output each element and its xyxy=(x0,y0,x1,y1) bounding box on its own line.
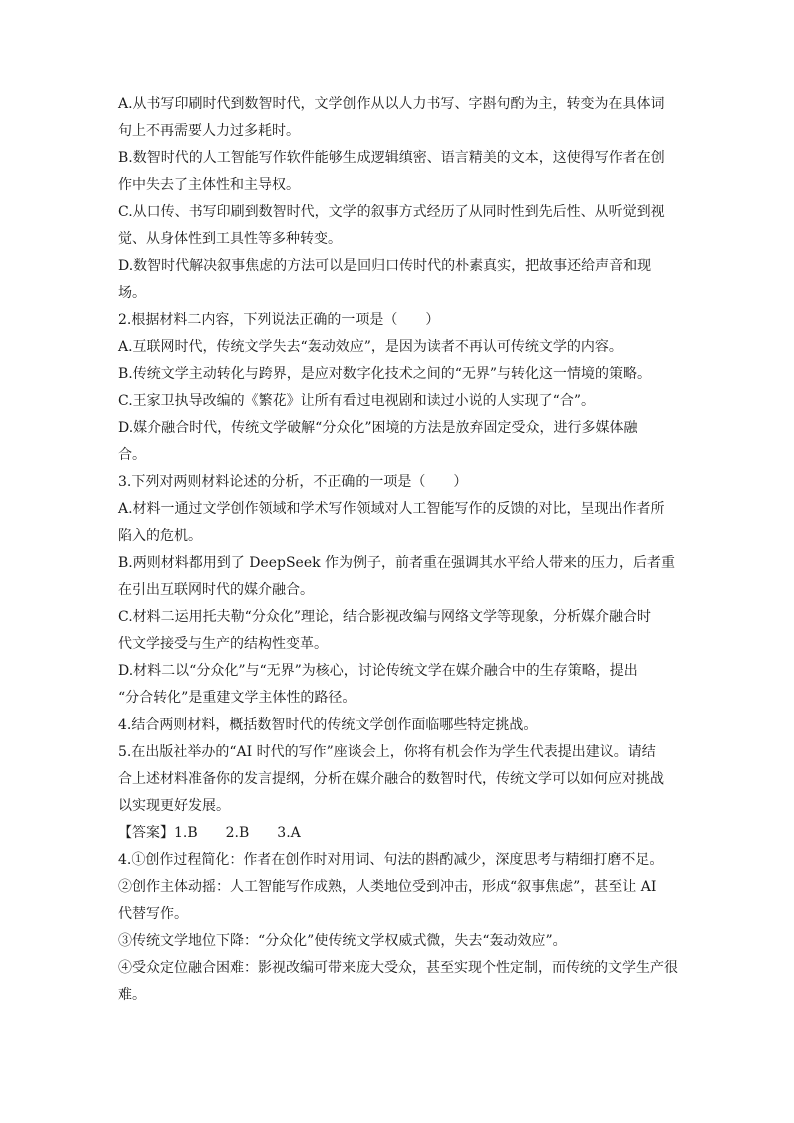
question-2: 2.根据材料二内容，下列说法正确的一项是（ ） xyxy=(118,312,440,328)
question-5-line2: 合上述材料准备你的发言提纲，分析在媒介融合的数智时代，传统文学可以如何应对挑战 xyxy=(118,771,664,787)
answer-4-point2-line2: 代替写作。 xyxy=(118,906,188,922)
answer-4-point4-line2: 难。 xyxy=(118,987,146,1003)
option-a-q1-line2: 句上不再需要人力过多耗时。 xyxy=(118,123,300,139)
answer-4-point4-line1: ④受众定位融合困难：影视改编可带来庞大受众，甚至实现个性定制，而传统的文学生产很 xyxy=(118,960,678,976)
option-c-q3-line2: 代文学接受与生产的结构性变革。 xyxy=(118,636,328,652)
option-c-q2: C.王家卫执导改编的《繁花》让所有看过电视剧和读过小说的人实现了“合”。 xyxy=(118,393,595,409)
answer-4-point3: ③传统文学地位下降：“分众化”使传统文学权威式微，失去“轰动效应”。 xyxy=(118,933,567,949)
question-5-line1: 5.在出版社举办的“AI 时代的写作”座谈会上，你将有机会作为学生代表提出建议。请结 xyxy=(118,744,656,760)
answer-4-point2-line1: ②创作主体动摇：人工智能写作成熟，人类地位受到冲击，形成“叙事焦虑”，甚至让 AI xyxy=(118,879,657,895)
option-d-q2-line1: D.媒介融合时代，传统文学破解“分众化”困境的方法是放弃固定受众，进行多媒体融 xyxy=(118,420,638,436)
option-d-q1-line2: 场。 xyxy=(118,285,146,301)
option-d-q2-line2: 合。 xyxy=(118,447,146,463)
option-d-q1-line1: D.数智时代解决叙事焦虑的方法可以是回归口传时代的朴素真实，把故事还给声音和现 xyxy=(118,258,652,274)
option-b-q2: B.传统文学主动转化与跨界，是应对数字化技术之间的“无界”与转化这一情境的策略。 xyxy=(118,366,652,382)
option-a-q3-line2: 陷入的危机。 xyxy=(118,528,202,544)
answer-4-point1: 4.①创作过程简化：作者在创作时对用词、句法的斟酌减少，深度思考与精细打磨不足。 xyxy=(118,852,664,868)
option-c-q3-line1: C.材料二运用托夫勒“分众化”理论，结合影视改编与网络文学等现象，分析媒介融合时 xyxy=(118,609,651,625)
answer-key: 【答案】1.B 2.B 3.A xyxy=(118,825,301,841)
option-c-q1-line2: 觉、从身体性到工具性等多种转变。 xyxy=(118,231,342,247)
option-a-q3-line1: A.材料一通过文学创作领域和学术写作领域对人工智能写作的反馈的对比，呈现出作者所 xyxy=(118,501,665,517)
option-b-q1-line2: 作中失去了主体性和主导权。 xyxy=(118,177,300,193)
question-3: 3.下列对两则材料论述的分析，不正确的一项是（ ） xyxy=(118,474,468,490)
question-4: 4.结合两则材料，概括数智时代的传统文学创作面临哪些特定挑战。 xyxy=(118,717,538,733)
option-d-q3-line1: D.材料二以“分众化”与“无界”为核心，讨论传统文学在媒介融合中的生存策略，提出 xyxy=(118,663,638,679)
option-a-q1-line1: A.从书写印刷时代到数智时代，文学创作从以人力书写、字斟句酌为主，转变为在具体词 xyxy=(118,96,665,112)
question-5-line3: 以实现更好发展。 xyxy=(118,798,230,814)
option-d-q3-line2: “分合转化”是重建文学主体性的路径。 xyxy=(118,690,357,706)
option-a-q2: A.互联网时代，传统文学失去“轰动效应”，是因为读者不再认可传统文学的内容。 xyxy=(118,339,623,355)
option-c-q1-line1: C.从口传、书写印刷到数智时代，文学的叙事方式经历了从同时性到先后性、从听觉到视 xyxy=(118,204,665,220)
option-b-q1-line1: B.数智时代的人工智能写作软件能够生成逻辑缜密、语言精美的文本，这使得写作者在创 xyxy=(118,150,665,166)
option-b-q3-line1: B.两则材料都用到了 DeepSeek 作为例子，前者重在强调其水平给人带来的压力，后者重 xyxy=(118,555,676,571)
option-b-q3-line2: 在引出互联网时代的媒介融合。 xyxy=(118,582,314,598)
